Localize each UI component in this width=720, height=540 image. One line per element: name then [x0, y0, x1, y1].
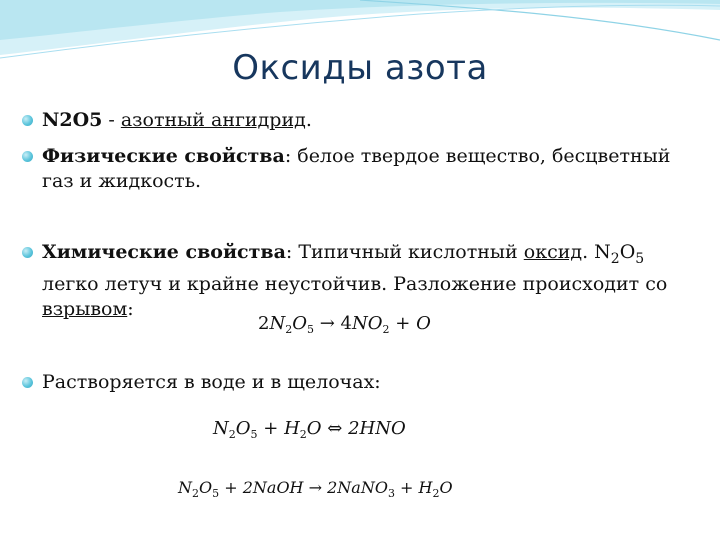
- equation-with-naoh: $N_2O_5$ + 2NaOH → 2NaNO$_3$ + $H_2O$: [178, 478, 453, 500]
- separator: -: [102, 109, 121, 131]
- bullet-chemical-properties: [22, 240, 702, 322]
- chem-text-2: . N: [582, 241, 611, 263]
- equation-with-water: $N_2O_5 + H_2O$ ⇔ 2HNO: [213, 418, 406, 441]
- chem-text-1: : Типичный кислотный: [285, 241, 524, 263]
- link-vzryvom[interactable]: взрывом: [42, 298, 128, 320]
- bullet-physical-properties: [22, 144, 702, 194]
- subscript-5: 5: [635, 251, 645, 267]
- link-oksid[interactable]: оксид: [523, 241, 583, 263]
- physical-properties-label: Физические свойства: [42, 145, 285, 167]
- formula-n2o5: N2O5: [42, 109, 103, 131]
- bullet-icon: [22, 247, 33, 258]
- subscript-2: 2: [610, 251, 620, 267]
- page-title: Оксиды азота: [232, 48, 488, 88]
- chem-text-5: :: [127, 298, 134, 320]
- chem-text-3: O: [619, 241, 636, 263]
- bullet-icon: [22, 151, 33, 162]
- arrow-right-icon: →: [319, 313, 335, 334]
- bullet-solubility: [22, 370, 702, 395]
- arrow-right-icon: →: [308, 478, 323, 497]
- bullet-n2o5-name: [22, 108, 702, 133]
- chem-text-4: легко летуч и крайне неустойчив. Разложение происходит со: [42, 273, 668, 295]
- bullet-end: .: [305, 109, 312, 131]
- link-azotny-angidrid[interactable]: азотный ангидрид: [120, 109, 306, 131]
- equation-decomposition: $2N_2O_5 \to 4NO_2 + O$: [258, 313, 431, 336]
- solubility-text: Растворяется в воде и в щелочах:: [42, 371, 381, 393]
- chemical-properties-label: Химические свойства: [42, 241, 286, 263]
- bullet-icon: [22, 115, 33, 126]
- bullet-icon: [22, 377, 33, 388]
- equilibrium-arrow-icon: ⇔: [327, 418, 343, 439]
- physical-properties-text: : белое твердое вещество, бесцветный газ и жидкость.: [42, 145, 671, 192]
